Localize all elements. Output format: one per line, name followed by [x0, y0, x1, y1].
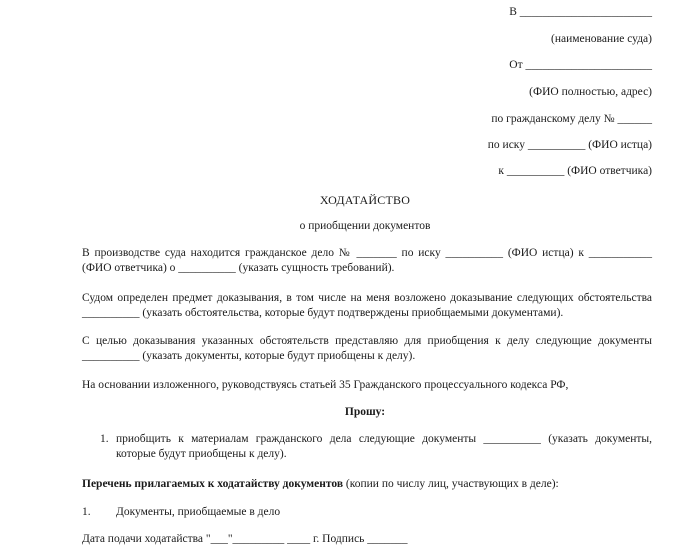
attachments-heading [82, 477, 559, 491]
attachment-item-text: Документы, приобщаемые в дело [116, 506, 281, 518]
request-item-text: приобщить к материалам гражданского дела следующие документы __________ (указать документы, которые будут приобщены к делу). [116, 433, 652, 460]
paragraph-documents: С целью доказывания указанных обстоятельств представляю для приобщения к делу следующие документы __________ (указать документы, которые будут приобщены к делу). [82, 335, 652, 362]
document-title: ХОДАТАЙСТВО [319, 193, 411, 207]
paragraph-burden-of-proof: Судом определен предмет доказывания, в том числе на меня возложено доказывание следующих обстоятельства __________ (указать обстоятельства, которые будут подтверждены приобщаемыми документами). [82, 292, 652, 319]
from-line: От ______________________ [509, 59, 652, 71]
paragraph-case-info: В производстве суда находится гражданское дело № _______ по иску __________ (ФИО истца) к ___________ (ФИО ответчика) о __________ (указать сущность требований). [82, 247, 652, 274]
court-line: В _______________________ [509, 6, 652, 18]
document-subtitle: о приобщении документов [299, 220, 431, 232]
from-caption: (ФИО полностью, адрес) [529, 86, 652, 98]
court-caption: (наименование суда) [551, 33, 652, 45]
date-signature-line: Дата подачи ходатайства "___"_________ ____ г. Подпись _______ [82, 533, 408, 545]
case-number-line: по гражданскому делу № ______ [491, 113, 652, 125]
attachment-item-number: 1. [82, 506, 91, 518]
attachments-heading-bold: Перечень прилагаемых к ходатайству документов [82, 478, 344, 490]
request-heading: Прошу: [344, 406, 386, 418]
attachments-heading-rest: (копии по числу лиц, участвующих в деле): [343, 478, 559, 490]
defendant-line: к __________ (ФИО ответчика) [498, 165, 652, 177]
request-item-number: 1. [100, 433, 109, 445]
paragraph-legal-basis: На основании изложенного, руководствуясь статьей 35 Гражданского процессуального кодекса РФ, [82, 379, 569, 391]
plaintiff-line: по иску __________ (ФИО истца) [487, 139, 652, 151]
